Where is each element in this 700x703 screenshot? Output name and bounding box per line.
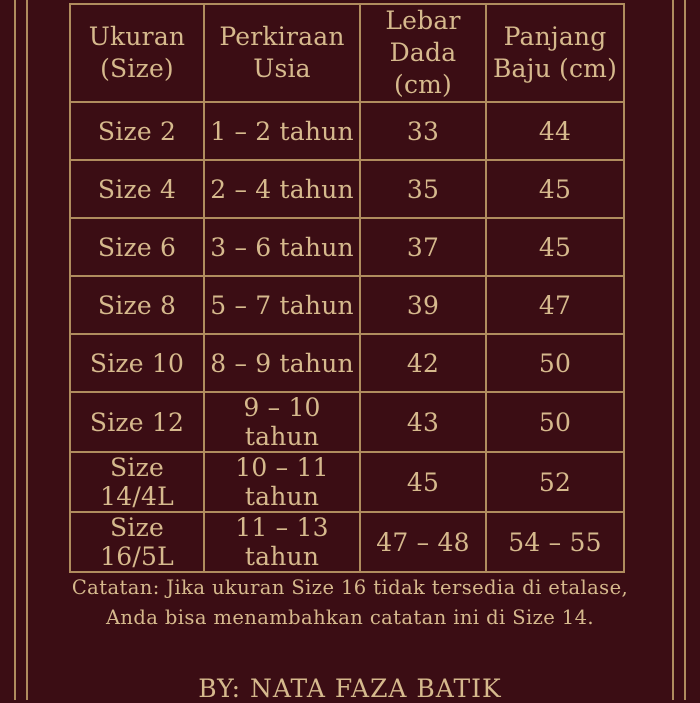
cell-chest: 45	[360, 452, 486, 512]
note-line-2: Anda bisa menambahkan catatan ini di Size 14.	[105, 606, 595, 629]
size-note	[0, 573, 700, 633]
header-age: Perkiraan Usia	[204, 4, 360, 102]
cell-length: 45	[486, 218, 624, 276]
cell-age: 11 – 13 tahun	[204, 512, 360, 572]
cell-age: 8 – 9 tahun	[204, 334, 360, 392]
table-row	[70, 276, 624, 334]
cell-length: 45	[486, 160, 624, 218]
table-row	[70, 102, 624, 160]
cell-age: 10 – 11 tahun	[204, 452, 360, 512]
cell-chest: 43	[360, 392, 486, 452]
cell-size: Size 16/5L	[70, 512, 204, 572]
header-chest-width: Lebar Dada (cm)	[360, 4, 486, 102]
header-shirt-length: Panjang Baju (cm)	[486, 4, 624, 102]
cell-chest: 47 – 48	[360, 512, 486, 572]
table-row	[70, 392, 624, 452]
table-row	[70, 512, 624, 572]
cell-size: Size 2	[70, 102, 204, 160]
cell-age: 9 – 10 tahun	[204, 392, 360, 452]
cell-length: 50	[486, 334, 624, 392]
cell-age: 5 – 7 tahun	[204, 276, 360, 334]
table-header-row	[70, 4, 624, 102]
cell-chest: 33	[360, 102, 486, 160]
cell-chest: 39	[360, 276, 486, 334]
size-chart-table	[69, 3, 625, 573]
cell-size: Size 6	[70, 218, 204, 276]
cell-size: Size 4	[70, 160, 204, 218]
table-row	[70, 334, 624, 392]
cell-length: 44	[486, 102, 624, 160]
cell-chest: 37	[360, 218, 486, 276]
table-row	[70, 160, 624, 218]
table-row	[70, 452, 624, 512]
header-size: Ukuran (Size)	[70, 4, 204, 102]
cell-length: 52	[486, 452, 624, 512]
cell-size: Size 8	[70, 276, 204, 334]
cell-size: Size 12	[70, 392, 204, 452]
cell-length: 47	[486, 276, 624, 334]
cell-size: Size 14/4L	[70, 452, 204, 512]
cell-age: 2 – 4 tahun	[204, 160, 360, 218]
cell-length: 50	[486, 392, 624, 452]
table-row	[70, 218, 624, 276]
note-line-1: Catatan: Jika ukuran Size 16 tidak tersedia di etalase,	[71, 576, 629, 599]
cell-chest: 35	[360, 160, 486, 218]
brand-credit: BY: NATA FAZA BATIK	[198, 674, 502, 703]
cell-chest: 42	[360, 334, 486, 392]
cell-length: 54 – 55	[486, 512, 624, 572]
cell-age: 1 – 2 tahun	[204, 102, 360, 160]
cell-size: Size 10	[70, 334, 204, 392]
cell-age: 3 – 6 tahun	[204, 218, 360, 276]
